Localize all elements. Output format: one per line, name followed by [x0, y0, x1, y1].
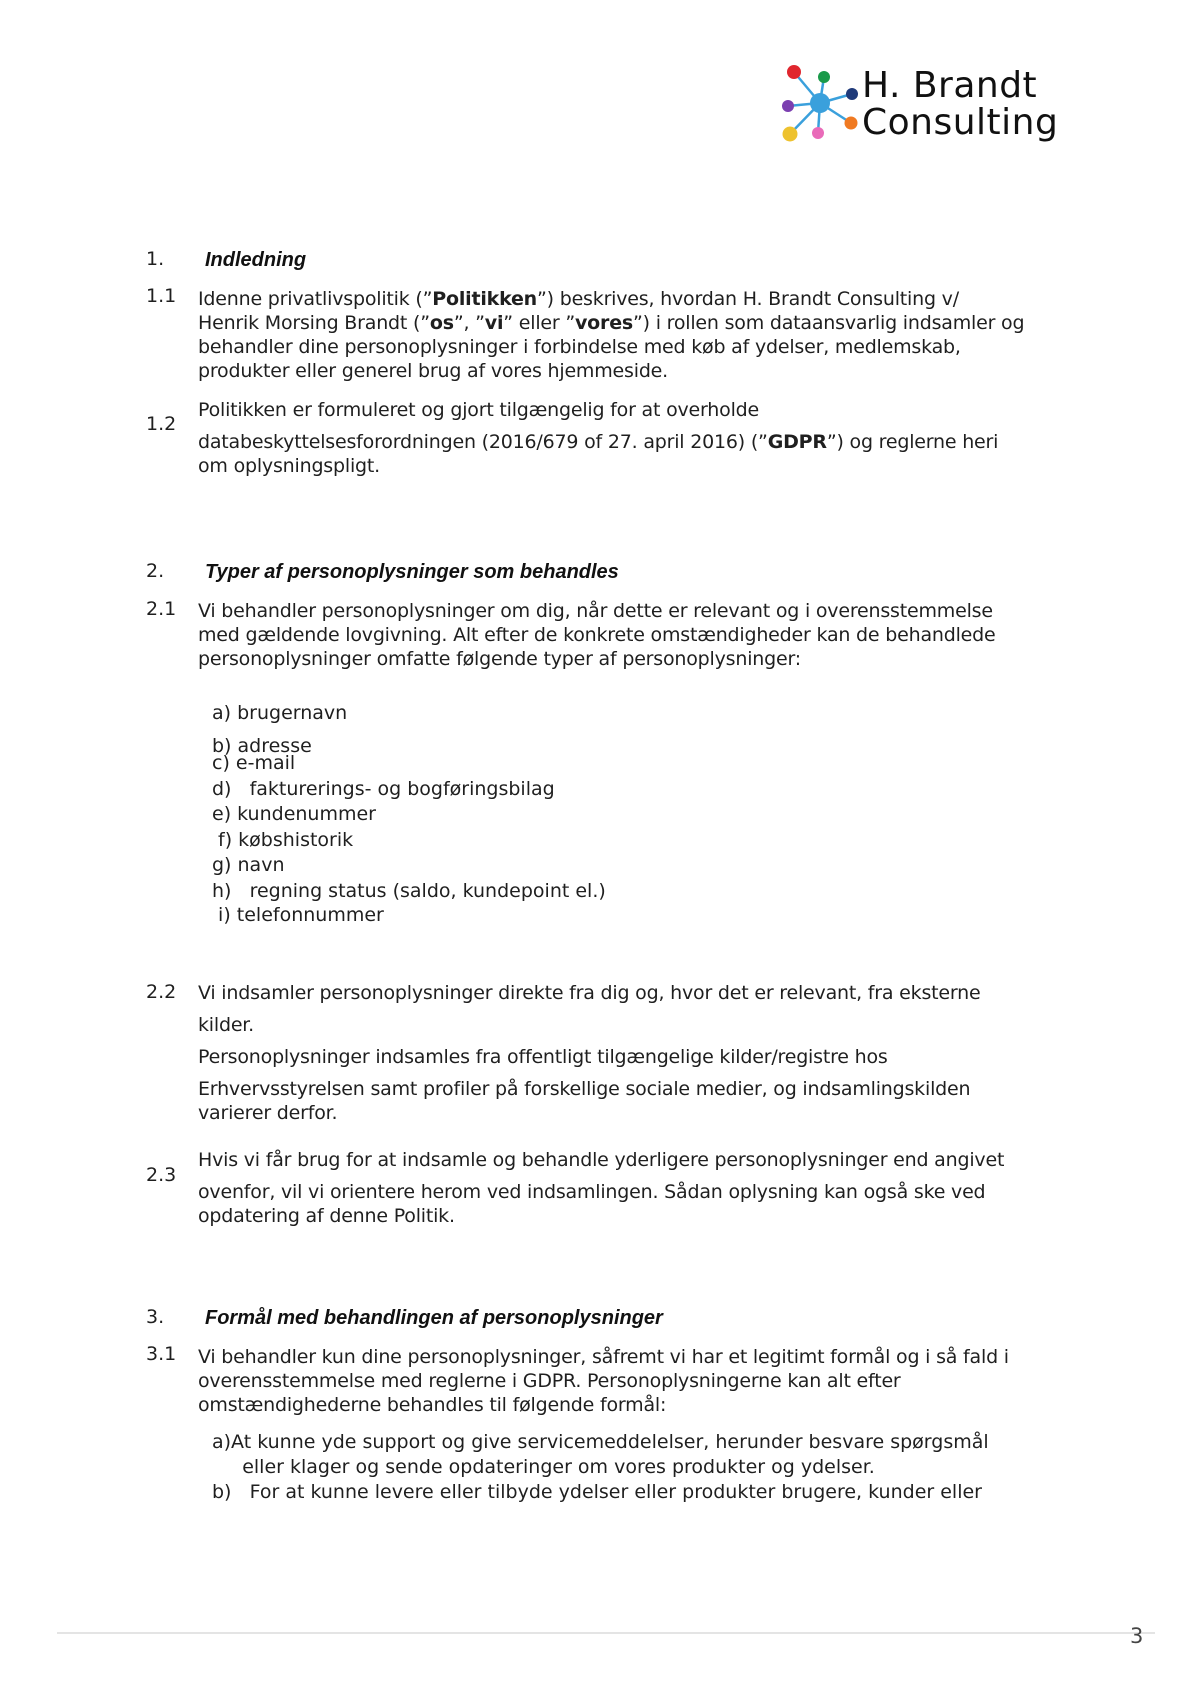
text-line	[198, 1369, 1098, 1393]
text-run: Politikken er formuleret og gjort tilgængelig for at overholde	[198, 399, 760, 421]
logo-dot	[846, 88, 858, 100]
text-line	[198, 1101, 1098, 1125]
text-run: ” eller ”	[503, 312, 575, 334]
text-run: Idenne privatlivspolitik (”	[198, 288, 433, 310]
text-run: Personoplysninger indsamles fra offentligt tilgængelige kilder/registre hos	[198, 1046, 888, 1068]
text-line	[198, 454, 1098, 478]
paragraph-1-1	[198, 287, 1098, 383]
defined-term: vi	[484, 312, 504, 334]
text-run: databeskyttelsesforordningen (2016/679 of 27. april 2016) (”	[198, 431, 768, 453]
paragraph-1-2	[198, 398, 1098, 478]
text-run: opdatering af denne Politik.	[198, 1205, 455, 1227]
list-item: g) navn	[212, 854, 285, 876]
text-line	[198, 1148, 1098, 1172]
page-number: 3	[1130, 1624, 1144, 1648]
text-run: varierer derfor.	[198, 1102, 338, 1124]
list-item: d) fakturerings- og bogføringsbilag	[212, 778, 555, 800]
text-line	[198, 1013, 1098, 1037]
text-line	[198, 981, 1098, 1005]
text-line	[198, 430, 1098, 454]
paragraph-3-1	[198, 1345, 1098, 1417]
logo-dot	[812, 127, 824, 139]
text-run: omstændighederne behandles til følgende formål:	[198, 1394, 667, 1416]
text-run: ”) og reglerne heri	[826, 431, 999, 453]
text-line	[198, 1345, 1098, 1369]
text-run: overensstemmelse med reglerne i GDPR. Personoplysningerne kan alt efter	[198, 1370, 901, 1392]
text-line	[198, 335, 1098, 359]
text-run: Vi indsamler personoplysninger direkte fra dig og, hvor det er relevant, fra eksterne	[198, 982, 981, 1004]
text-run: kilder.	[198, 1014, 255, 1036]
list-item: h) regning status (saldo, kundepoint el.)	[212, 880, 606, 902]
text-run: Vi behandler personoplysninger om dig, når dette er relevant og i overensstemmelse	[198, 600, 993, 622]
list-item: eller klager og sende opdateringer om vores produkter og ydelser.	[212, 1456, 875, 1478]
section-number: 3.	[146, 1306, 165, 1328]
paragraph-2-2	[198, 981, 1098, 1125]
section-number: 1.	[146, 248, 165, 270]
text-run: Erhvervsstyrelsen samt profiler på forskellige sociale medier, og indsamlingskilden	[198, 1078, 971, 1100]
logo-dot	[782, 100, 794, 112]
text-run: med gældende lovgivning. Alt efter de konkrete omstændigheder kan de behandlede	[198, 624, 996, 646]
paragraph-number: 1.1	[146, 285, 177, 307]
text-run: behandler dine personoplysninger i forbindelse med køb af ydelser, medlemskab,	[198, 336, 961, 358]
list-item: e) kundenummer	[212, 803, 376, 825]
paragraph-number: 2.3	[146, 1164, 177, 1186]
logo-dot	[818, 71, 830, 83]
section-heading: Indledning	[205, 249, 307, 271]
text-run: ovenfor, vil vi orientere herom ved indsamlingen. Sådan oplysning kan også ske ved	[198, 1181, 986, 1203]
text-run: Henrik Morsing Brandt (”	[198, 312, 430, 334]
text-run: Hvis vi får brug for at indsamle og behandle yderligere personoplysninger end angivet	[198, 1149, 1005, 1171]
logo-line-1: H. Brandt	[862, 65, 1038, 106]
paragraph-number: 2.2	[146, 981, 177, 1003]
text-line	[198, 1077, 1098, 1101]
text-line	[198, 359, 1098, 383]
text-line	[198, 287, 1098, 311]
text-run: ”) i rollen som dataansvarlig indsamler og	[633, 312, 1025, 334]
list-item: b) adresse	[212, 735, 312, 757]
list-item: f) købshistorik	[212, 829, 354, 851]
section-heading: Formål med behandlingen af personoplysninger	[205, 1307, 663, 1329]
text-line	[198, 311, 1098, 335]
company-logo	[780, 60, 1080, 150]
text-run: produkter eller generel brug af vores hjemmeside.	[198, 360, 669, 382]
text-line	[198, 623, 1098, 647]
logo-dot	[845, 117, 858, 130]
text-run: ”) beskrives, hvordan H. Brandt Consulting v/	[537, 288, 959, 310]
logo-line-2: Consulting	[862, 102, 1059, 143]
text-line	[198, 1393, 1098, 1417]
logo-dot	[810, 93, 830, 113]
text-line	[198, 1045, 1098, 1069]
list-item: c) e-mail	[212, 752, 296, 774]
logo-dot	[783, 127, 798, 142]
list-item: a) brugernavn	[212, 702, 348, 724]
logo-dot	[787, 65, 801, 79]
paragraph-2-1	[198, 599, 1098, 671]
section-heading: Typer af personoplysninger som behandles	[205, 561, 619, 583]
paragraph-2-3	[198, 1148, 1098, 1228]
text-line	[198, 1180, 1098, 1204]
defined-term: GDPR	[767, 431, 827, 453]
network-dots-icon	[780, 60, 860, 150]
paragraph-number: 1.2	[146, 413, 177, 435]
text-run: om oplysningspligt.	[198, 455, 380, 477]
paragraph-number: 3.1	[146, 1343, 177, 1365]
text-run: Vi behandler kun dine personoplysninger, såfremt vi har et legitimt formål og i så fald i	[198, 1346, 1009, 1368]
list-item: a)At kunne yde support og give servicemeddelelser, herunder besvare spørgsmål	[212, 1431, 989, 1453]
text-line	[198, 599, 1098, 623]
footer-divider	[57, 1632, 1155, 1634]
paragraph-number: 2.1	[146, 598, 177, 620]
text-line	[198, 647, 1098, 671]
text-line	[198, 398, 1098, 422]
list-item: i) telefonnummer	[212, 904, 384, 926]
defined-term: vores	[575, 312, 634, 334]
text-run: ”, ”	[453, 312, 485, 334]
defined-term: Politikken	[432, 288, 538, 310]
text-run: personoplysninger omfatte følgende typer af personoplysninger:	[198, 648, 801, 670]
list-item: b) For at kunne levere eller tilbyde ydelser eller produkter brugere, kunder eller	[212, 1481, 982, 1503]
defined-term: os	[429, 312, 454, 334]
section-number: 2.	[146, 560, 165, 582]
text-line	[198, 1204, 1098, 1228]
